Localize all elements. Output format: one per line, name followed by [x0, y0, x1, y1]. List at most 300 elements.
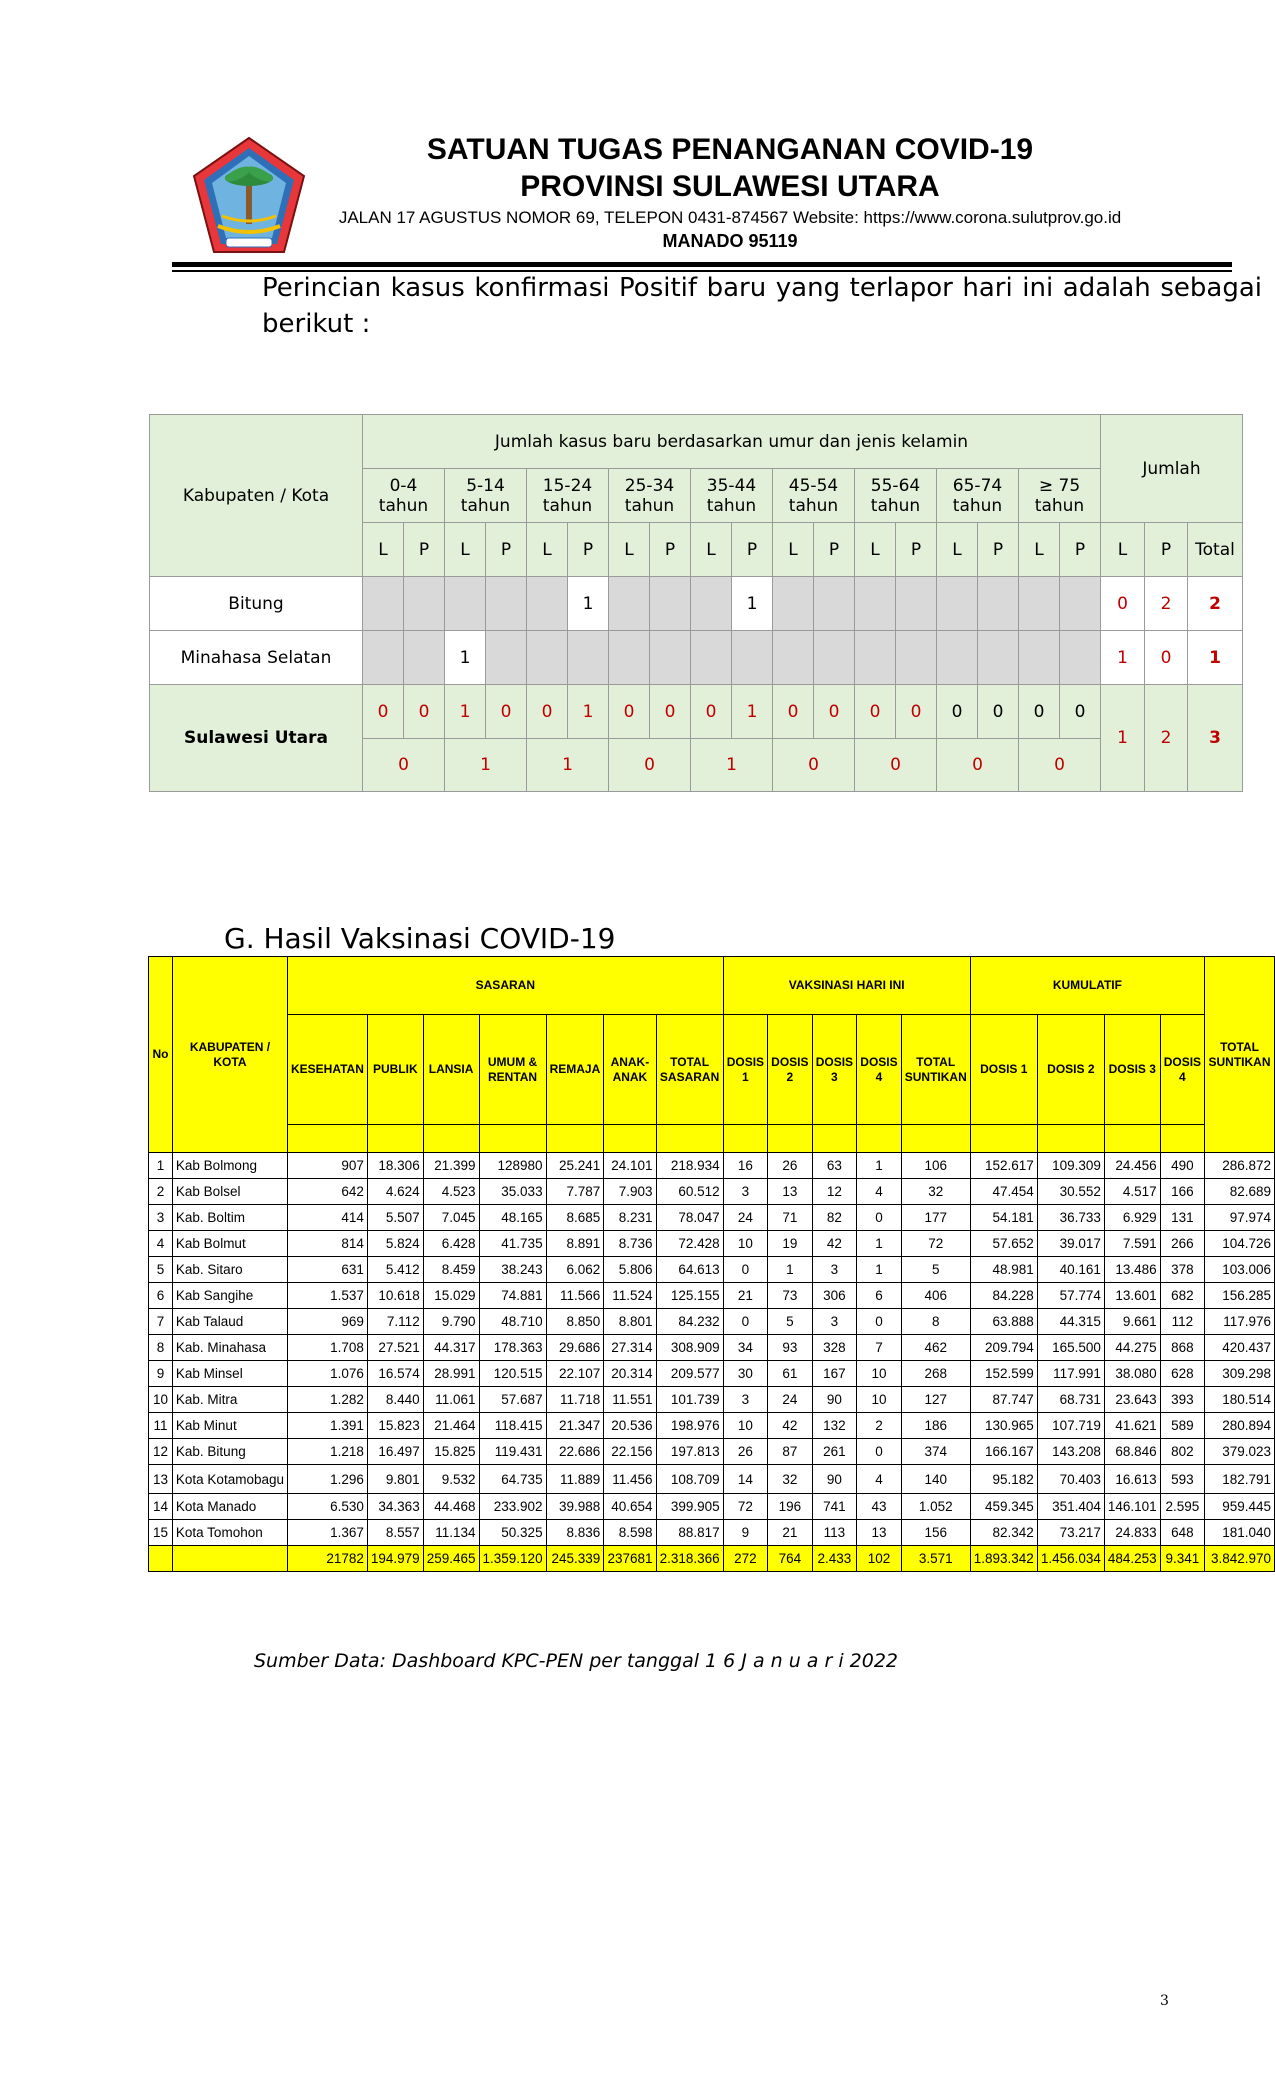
table-cell: 1: [857, 1153, 902, 1179]
table-cell: 71: [768, 1205, 812, 1231]
sex-header: P: [404, 523, 445, 577]
table-cell: 24.456: [1104, 1153, 1160, 1179]
summary-cell: 0: [773, 685, 814, 739]
sasaran-header: SASARAN: [288, 957, 724, 1015]
table-cell: 39.988: [546, 1494, 604, 1520]
table-cell: 87.747: [970, 1387, 1037, 1413]
case-cell: [937, 631, 978, 685]
case-cell: [527, 577, 568, 631]
sasaran-col-header: TOTAL SASARAN: [656, 1015, 723, 1125]
table-cell: 119.431: [479, 1439, 546, 1465]
no-header: No: [149, 957, 173, 1153]
table-cell: 14: [149, 1494, 173, 1520]
table-cell: 741: [812, 1494, 857, 1520]
table-cell: 57.652: [970, 1231, 1037, 1257]
table-cell: 32: [768, 1465, 812, 1494]
total-cell: 21782: [288, 1546, 368, 1572]
table-cell: 593: [1160, 1465, 1204, 1494]
region-name: Kab. Minahasa: [172, 1335, 287, 1361]
sex-header: L: [445, 523, 486, 577]
table-cell: 95.182: [970, 1465, 1037, 1494]
case-cell: [978, 577, 1019, 631]
table-cell: 3: [812, 1309, 857, 1335]
table-cell: 1: [857, 1231, 902, 1257]
table-cell: 72: [901, 1231, 970, 1257]
table-cell: 0: [857, 1205, 902, 1231]
case-cell: [773, 577, 814, 631]
table-cell: 178.363: [479, 1335, 546, 1361]
table-cell: 84.232: [656, 1309, 723, 1335]
summary-cell: 0: [691, 685, 732, 739]
blank-header-cell: [1160, 1125, 1204, 1153]
summary-age-total: 1: [527, 739, 609, 792]
blank-header-cell: [367, 1125, 423, 1153]
table-cell: 9.532: [423, 1465, 479, 1494]
table-cell: 1.218: [288, 1439, 368, 1465]
kumulatif-col-header: DOSIS 4: [1160, 1015, 1204, 1125]
total-cell: 245.339: [546, 1546, 604, 1572]
table-cell: 959.445: [1205, 1494, 1275, 1520]
table-cell: 414: [288, 1205, 368, 1231]
sex-header: P: [814, 523, 855, 577]
table-cell: 44.317: [423, 1335, 479, 1361]
table-cell: 109.309: [1037, 1153, 1104, 1179]
case-cell: [1019, 577, 1060, 631]
table-cell: 43: [857, 1494, 902, 1520]
table-cell: 7.591: [1104, 1231, 1160, 1257]
case-cell: [568, 631, 609, 685]
table-cell: 868: [1160, 1335, 1204, 1361]
table-cell: 16: [723, 1153, 768, 1179]
total-cell: 272: [723, 1546, 768, 1572]
table-cell: 13: [149, 1465, 173, 1494]
table-cell: 82.342: [970, 1520, 1037, 1546]
table-cell: 209.794: [970, 1335, 1037, 1361]
hari-ini-header: VAKSINASI HARI INI: [723, 957, 970, 1015]
table-cell: 280.894: [1205, 1413, 1275, 1439]
table-cell: 13.601: [1104, 1283, 1160, 1309]
table-cell: 36.733: [1037, 1205, 1104, 1231]
case-cell: [404, 577, 445, 631]
table-cell: 72.428: [656, 1231, 723, 1257]
table-cell: 10: [723, 1231, 768, 1257]
table-cell: 10: [723, 1413, 768, 1439]
table-cell: 309.298: [1205, 1361, 1275, 1387]
table-cell: 21.464: [423, 1413, 479, 1439]
hari-ini-col-header: DOSIS 1: [723, 1015, 768, 1125]
table-cell: 140: [901, 1465, 970, 1494]
case-cell: [1060, 631, 1101, 685]
table-cell: 108.709: [656, 1465, 723, 1494]
table-cell: 20.314: [604, 1361, 656, 1387]
table-cell: 5: [901, 1257, 970, 1283]
vaccination-table: [148, 956, 1275, 1572]
region-name: Minahasa Selatan: [150, 631, 363, 685]
blank-header-cell: [604, 1125, 656, 1153]
table-cell: 26: [768, 1153, 812, 1179]
table-cell: 82: [812, 1205, 857, 1231]
table-cell: 6.062: [546, 1257, 604, 1283]
table-cell: 4: [857, 1465, 902, 1494]
address-line: JALAN 17 AGUSTUS NOMOR 69, TELEPON 0431-874567 Website: https://www.corona.sulutprov.go.id: [338, 208, 1122, 227]
table-cell: 308.909: [656, 1335, 723, 1361]
table-cell: 19: [768, 1231, 812, 1257]
table-cell: 38.243: [479, 1257, 546, 1283]
total-cell: [172, 1546, 287, 1572]
table-cell: 1.052: [901, 1494, 970, 1520]
table-cell: 38.080: [1104, 1361, 1160, 1387]
total-cell: 3.571: [901, 1546, 970, 1572]
sex-header: L: [937, 523, 978, 577]
table-cell: 87: [768, 1439, 812, 1465]
table-cell: 16.574: [367, 1361, 423, 1387]
table-cell: 61: [768, 1361, 812, 1387]
total-cell: 9.341: [1160, 1546, 1204, 1572]
sasaran-col-header: KESEHATAN: [288, 1015, 368, 1125]
table-cell: 72: [723, 1494, 768, 1520]
summary-cell: 0: [527, 685, 568, 739]
summary-cell: 0: [486, 685, 527, 739]
table-cell: 64.613: [656, 1257, 723, 1283]
table-cell: 44.315: [1037, 1309, 1104, 1335]
table-cell: 34.363: [367, 1494, 423, 1520]
table-cell: 7.787: [546, 1179, 604, 1205]
table-cell: 112: [1160, 1309, 1204, 1335]
table-row: [149, 1494, 1275, 1520]
table-cell: 182.791: [1205, 1465, 1275, 1494]
table-cell: 15: [149, 1520, 173, 1546]
summary-cell: 1: [568, 685, 609, 739]
table-cell: 233.902: [479, 1494, 546, 1520]
table-cell: 82.689: [1205, 1179, 1275, 1205]
table-cell: 177: [901, 1205, 970, 1231]
jumlah-p: 2: [1145, 577, 1188, 631]
table-cell: 5.507: [367, 1205, 423, 1231]
table-cell: 120.515: [479, 1361, 546, 1387]
table-cell: 209.577: [656, 1361, 723, 1387]
total-cell: 484.253: [1104, 1546, 1160, 1572]
table-cell: 125.155: [656, 1283, 723, 1309]
table-cell: 20.536: [604, 1413, 656, 1439]
sasaran-col-header: LANSIA: [423, 1015, 479, 1125]
table-cell: 379.023: [1205, 1439, 1275, 1465]
table-cell: 21.347: [546, 1413, 604, 1439]
table-cell: 1.367: [288, 1520, 368, 1546]
jumlah-p: 0: [1145, 631, 1188, 685]
blank-header-cell: [1037, 1125, 1104, 1153]
table-cell: 97.974: [1205, 1205, 1275, 1231]
table-cell: 1: [149, 1153, 173, 1179]
hari-ini-col-header: DOSIS 3: [812, 1015, 857, 1125]
case-cell: [1060, 577, 1101, 631]
table-cell: 132: [812, 1413, 857, 1439]
table-cell: 73: [768, 1283, 812, 1309]
table-row: [149, 1309, 1275, 1335]
table-cell: 8.836: [546, 1520, 604, 1546]
table-cell: 589: [1160, 1413, 1204, 1439]
total-cell: 2.433: [812, 1546, 857, 1572]
total-cell: 1.359.120: [479, 1546, 546, 1572]
jumlah-sex-header: L: [1101, 523, 1145, 577]
table-cell: 146.101: [1104, 1494, 1160, 1520]
region-name: Kab. Bitung: [172, 1439, 287, 1465]
sasaran-col-header: ANAK-ANAK: [604, 1015, 656, 1125]
table-cell: 25.241: [546, 1153, 604, 1179]
table-cell: 3: [723, 1387, 768, 1413]
case-cell: [855, 577, 896, 631]
table-cell: 374: [901, 1439, 970, 1465]
table-cell: 40.654: [604, 1494, 656, 1520]
table-cell: 0: [857, 1309, 902, 1335]
summary-jumlah-total: 3: [1188, 685, 1243, 792]
table-cell: 2: [857, 1413, 902, 1439]
table-cell: 34: [723, 1335, 768, 1361]
table-cell: 5: [768, 1309, 812, 1335]
table-cell: 198.976: [656, 1413, 723, 1439]
table-cell: 3: [723, 1179, 768, 1205]
summary-cell: 0: [650, 685, 691, 739]
table-row: [149, 1205, 1275, 1231]
table-cell: 351.404: [1037, 1494, 1104, 1520]
table-cell: 406: [901, 1283, 970, 1309]
table-cell: 5.824: [367, 1231, 423, 1257]
summary-cell: 0: [978, 685, 1019, 739]
case-cell: [691, 631, 732, 685]
total-cell: 764: [768, 1546, 812, 1572]
table-cell: 969: [288, 1309, 368, 1335]
total-cell: 102: [857, 1546, 902, 1572]
table-cell: 8.557: [367, 1520, 423, 1546]
region-name: Kota Tomohon: [172, 1520, 287, 1546]
table-cell: 127: [901, 1387, 970, 1413]
table-cell: 11.566: [546, 1283, 604, 1309]
table-cell: 10.618: [367, 1283, 423, 1309]
table-cell: 88.817: [656, 1520, 723, 1546]
table-cell: 907: [288, 1153, 368, 1179]
table-cell: 2.595: [1160, 1494, 1204, 1520]
table-row: [149, 1439, 1275, 1465]
summary-cell: 1: [445, 685, 486, 739]
sex-header: P: [978, 523, 1019, 577]
table-cell: 11: [149, 1413, 173, 1439]
summary-cell: 0: [1019, 685, 1060, 739]
table-cell: 48.710: [479, 1309, 546, 1335]
total-row: [149, 1546, 1275, 1572]
table-cell: 12: [812, 1179, 857, 1205]
table-cell: 8.891: [546, 1231, 604, 1257]
table-cell: 8.685: [546, 1205, 604, 1231]
table-cell: 181.040: [1205, 1520, 1275, 1546]
table-cell: 117.991: [1037, 1361, 1104, 1387]
region-name: Bitung: [150, 577, 363, 631]
kumulatif-col-header: DOSIS 1: [970, 1015, 1037, 1125]
table-cell: 6: [149, 1283, 173, 1309]
region-name: Kab Minsel: [172, 1361, 287, 1387]
table-cell: 128980: [479, 1153, 546, 1179]
table-cell: 814: [288, 1231, 368, 1257]
table-cell: 10: [857, 1361, 902, 1387]
table-cell: 8.440: [367, 1387, 423, 1413]
table-cell: 3: [149, 1205, 173, 1231]
table-cell: 11.134: [423, 1520, 479, 1546]
case-cell: [814, 577, 855, 631]
table-cell: 8.736: [604, 1231, 656, 1257]
kumulatif-header: KUMULATIF: [970, 957, 1204, 1015]
table-cell: 90: [812, 1387, 857, 1413]
table-cell: 15.823: [367, 1413, 423, 1439]
case-cell: 1: [445, 631, 486, 685]
summary-cell: 0: [896, 685, 937, 739]
table-cell: 44.275: [1104, 1335, 1160, 1361]
table-cell: 261: [812, 1439, 857, 1465]
table-cell: 27.314: [604, 1335, 656, 1361]
table-cell: 29.686: [546, 1335, 604, 1361]
table-cell: 30.552: [1037, 1179, 1104, 1205]
table-cell: 6: [857, 1283, 902, 1309]
region-name: Kab Talaud: [172, 1309, 287, 1335]
sex-header: L: [855, 523, 896, 577]
kumulatif-col-header: DOSIS 2: [1037, 1015, 1104, 1125]
case-cell: [691, 577, 732, 631]
table-cell: 4.523: [423, 1179, 479, 1205]
table-cell: 152.617: [970, 1153, 1037, 1179]
table-cell: 4.517: [1104, 1179, 1160, 1205]
table-cell: 2: [149, 1179, 173, 1205]
case-cell: [404, 631, 445, 685]
table-cell: 8: [149, 1335, 173, 1361]
table-row: [149, 1387, 1275, 1413]
table-cell: 490: [1160, 1153, 1204, 1179]
sex-header: L: [609, 523, 650, 577]
intro-paragraph: Perincian kasus konfirmasi Positif baru yang terlapor hari ini adalah sebagai berikut :: [262, 273, 1262, 339]
table-cell: 459.345: [970, 1494, 1037, 1520]
table-row: [149, 1153, 1275, 1179]
table-cell: 180.514: [1205, 1387, 1275, 1413]
case-cell: [527, 631, 568, 685]
blank-header-cell: [901, 1125, 970, 1153]
table-cell: 15.825: [423, 1439, 479, 1465]
table-cell: 42: [768, 1413, 812, 1439]
table-cell: 60.512: [656, 1179, 723, 1205]
table-cell: 18.306: [367, 1153, 423, 1179]
table-cell: 74.881: [479, 1283, 546, 1309]
table-cell: 41.735: [479, 1231, 546, 1257]
table-cell: 7: [149, 1309, 173, 1335]
table-cell: 24: [723, 1205, 768, 1231]
table-cell: 152.599: [970, 1361, 1037, 1387]
summary-age-total: 1: [445, 739, 527, 792]
region-name: Kab Bolmong: [172, 1153, 287, 1179]
blank-header-cell: [656, 1125, 723, 1153]
table-cell: 130.965: [970, 1413, 1037, 1439]
table-cell: 16.613: [1104, 1465, 1160, 1494]
total-suntikan-header: TOTAL SUNTIKAN: [1205, 957, 1275, 1153]
sex-header: L: [527, 523, 568, 577]
summary-cell: 0: [363, 685, 404, 739]
table-cell: 16.497: [367, 1439, 423, 1465]
summary-age-total: 0: [937, 739, 1019, 792]
blank-header-cell: [768, 1125, 812, 1153]
jumlah-sex-header: P: [1145, 523, 1188, 577]
case-cell: [486, 631, 527, 685]
region-name: Kota Kotamobagu: [172, 1465, 287, 1494]
table-row: [149, 1520, 1275, 1546]
section-heading: G. Hasil Vaksinasi COVID-19: [224, 922, 616, 955]
case-cell: [609, 631, 650, 685]
region-name: Kab Minut: [172, 1413, 287, 1439]
region-name: Kab Bolsel: [172, 1179, 287, 1205]
table-cell: 196: [768, 1494, 812, 1520]
summary-jumlah-l: 1: [1101, 685, 1145, 792]
table-cell: 6.530: [288, 1494, 368, 1520]
table-cell: 40.161: [1037, 1257, 1104, 1283]
blank-header-cell: [970, 1125, 1037, 1153]
total-cell: 259.465: [423, 1546, 479, 1572]
table-cell: 9: [149, 1361, 173, 1387]
header-rule: [172, 262, 1232, 267]
table-cell: 11.718: [546, 1387, 604, 1413]
table-cell: 8: [901, 1309, 970, 1335]
table-cell: 10: [149, 1387, 173, 1413]
table-cell: 9.801: [367, 1465, 423, 1494]
table-cell: 42: [812, 1231, 857, 1257]
case-cell: [445, 577, 486, 631]
age-group-header: 65-74 tahun: [937, 469, 1019, 523]
col-jumlah-header: Jumlah: [1101, 415, 1243, 523]
sasaran-col-header: REMAJA: [546, 1015, 604, 1125]
table-cell: 286.872: [1205, 1153, 1275, 1179]
table-row: [149, 1413, 1275, 1439]
table-cell: 57.774: [1037, 1283, 1104, 1309]
table-cell: 68.846: [1104, 1439, 1160, 1465]
case-cell: [650, 631, 691, 685]
table-row: [149, 1231, 1275, 1257]
summary-age-total: 0: [1019, 739, 1101, 792]
summary-cell: 0: [814, 685, 855, 739]
table-cell: 1.537: [288, 1283, 368, 1309]
table-cell: 5: [149, 1257, 173, 1283]
kabupaten-header: KABUPATEN / KOTA: [172, 957, 287, 1153]
table-cell: 12: [149, 1439, 173, 1465]
table-cell: 165.500: [1037, 1335, 1104, 1361]
table-cell: 93: [768, 1335, 812, 1361]
table-cell: 186: [901, 1413, 970, 1439]
table-cell: 35.033: [479, 1179, 546, 1205]
table-cell: 9.661: [1104, 1309, 1160, 1335]
table-cell: 57.687: [479, 1387, 546, 1413]
sex-header: P: [568, 523, 609, 577]
case-cell: [896, 631, 937, 685]
sex-header: L: [773, 523, 814, 577]
table-cell: 101.739: [656, 1387, 723, 1413]
table-row: [149, 1465, 1275, 1494]
table-cell: 156: [901, 1520, 970, 1546]
table-cell: 64.735: [479, 1465, 546, 1494]
table-cell: 682: [1160, 1283, 1204, 1309]
summary-cell: 0: [609, 685, 650, 739]
table-cell: 23.643: [1104, 1387, 1160, 1413]
table-cell: 27.521: [367, 1335, 423, 1361]
table-cell: 8.850: [546, 1309, 604, 1335]
region-name: Kab. Mitra: [172, 1387, 287, 1413]
table-cell: 63.888: [970, 1309, 1037, 1335]
agency-title: SATUAN TUGAS PENANGANAN COVID-19: [426, 133, 1034, 166]
table-cell: 197.813: [656, 1439, 723, 1465]
jumlah-l: 1: [1101, 631, 1145, 685]
table-cell: 5.412: [367, 1257, 423, 1283]
table-cell: 328: [812, 1335, 857, 1361]
page-number: 3: [1160, 1993, 1169, 2009]
